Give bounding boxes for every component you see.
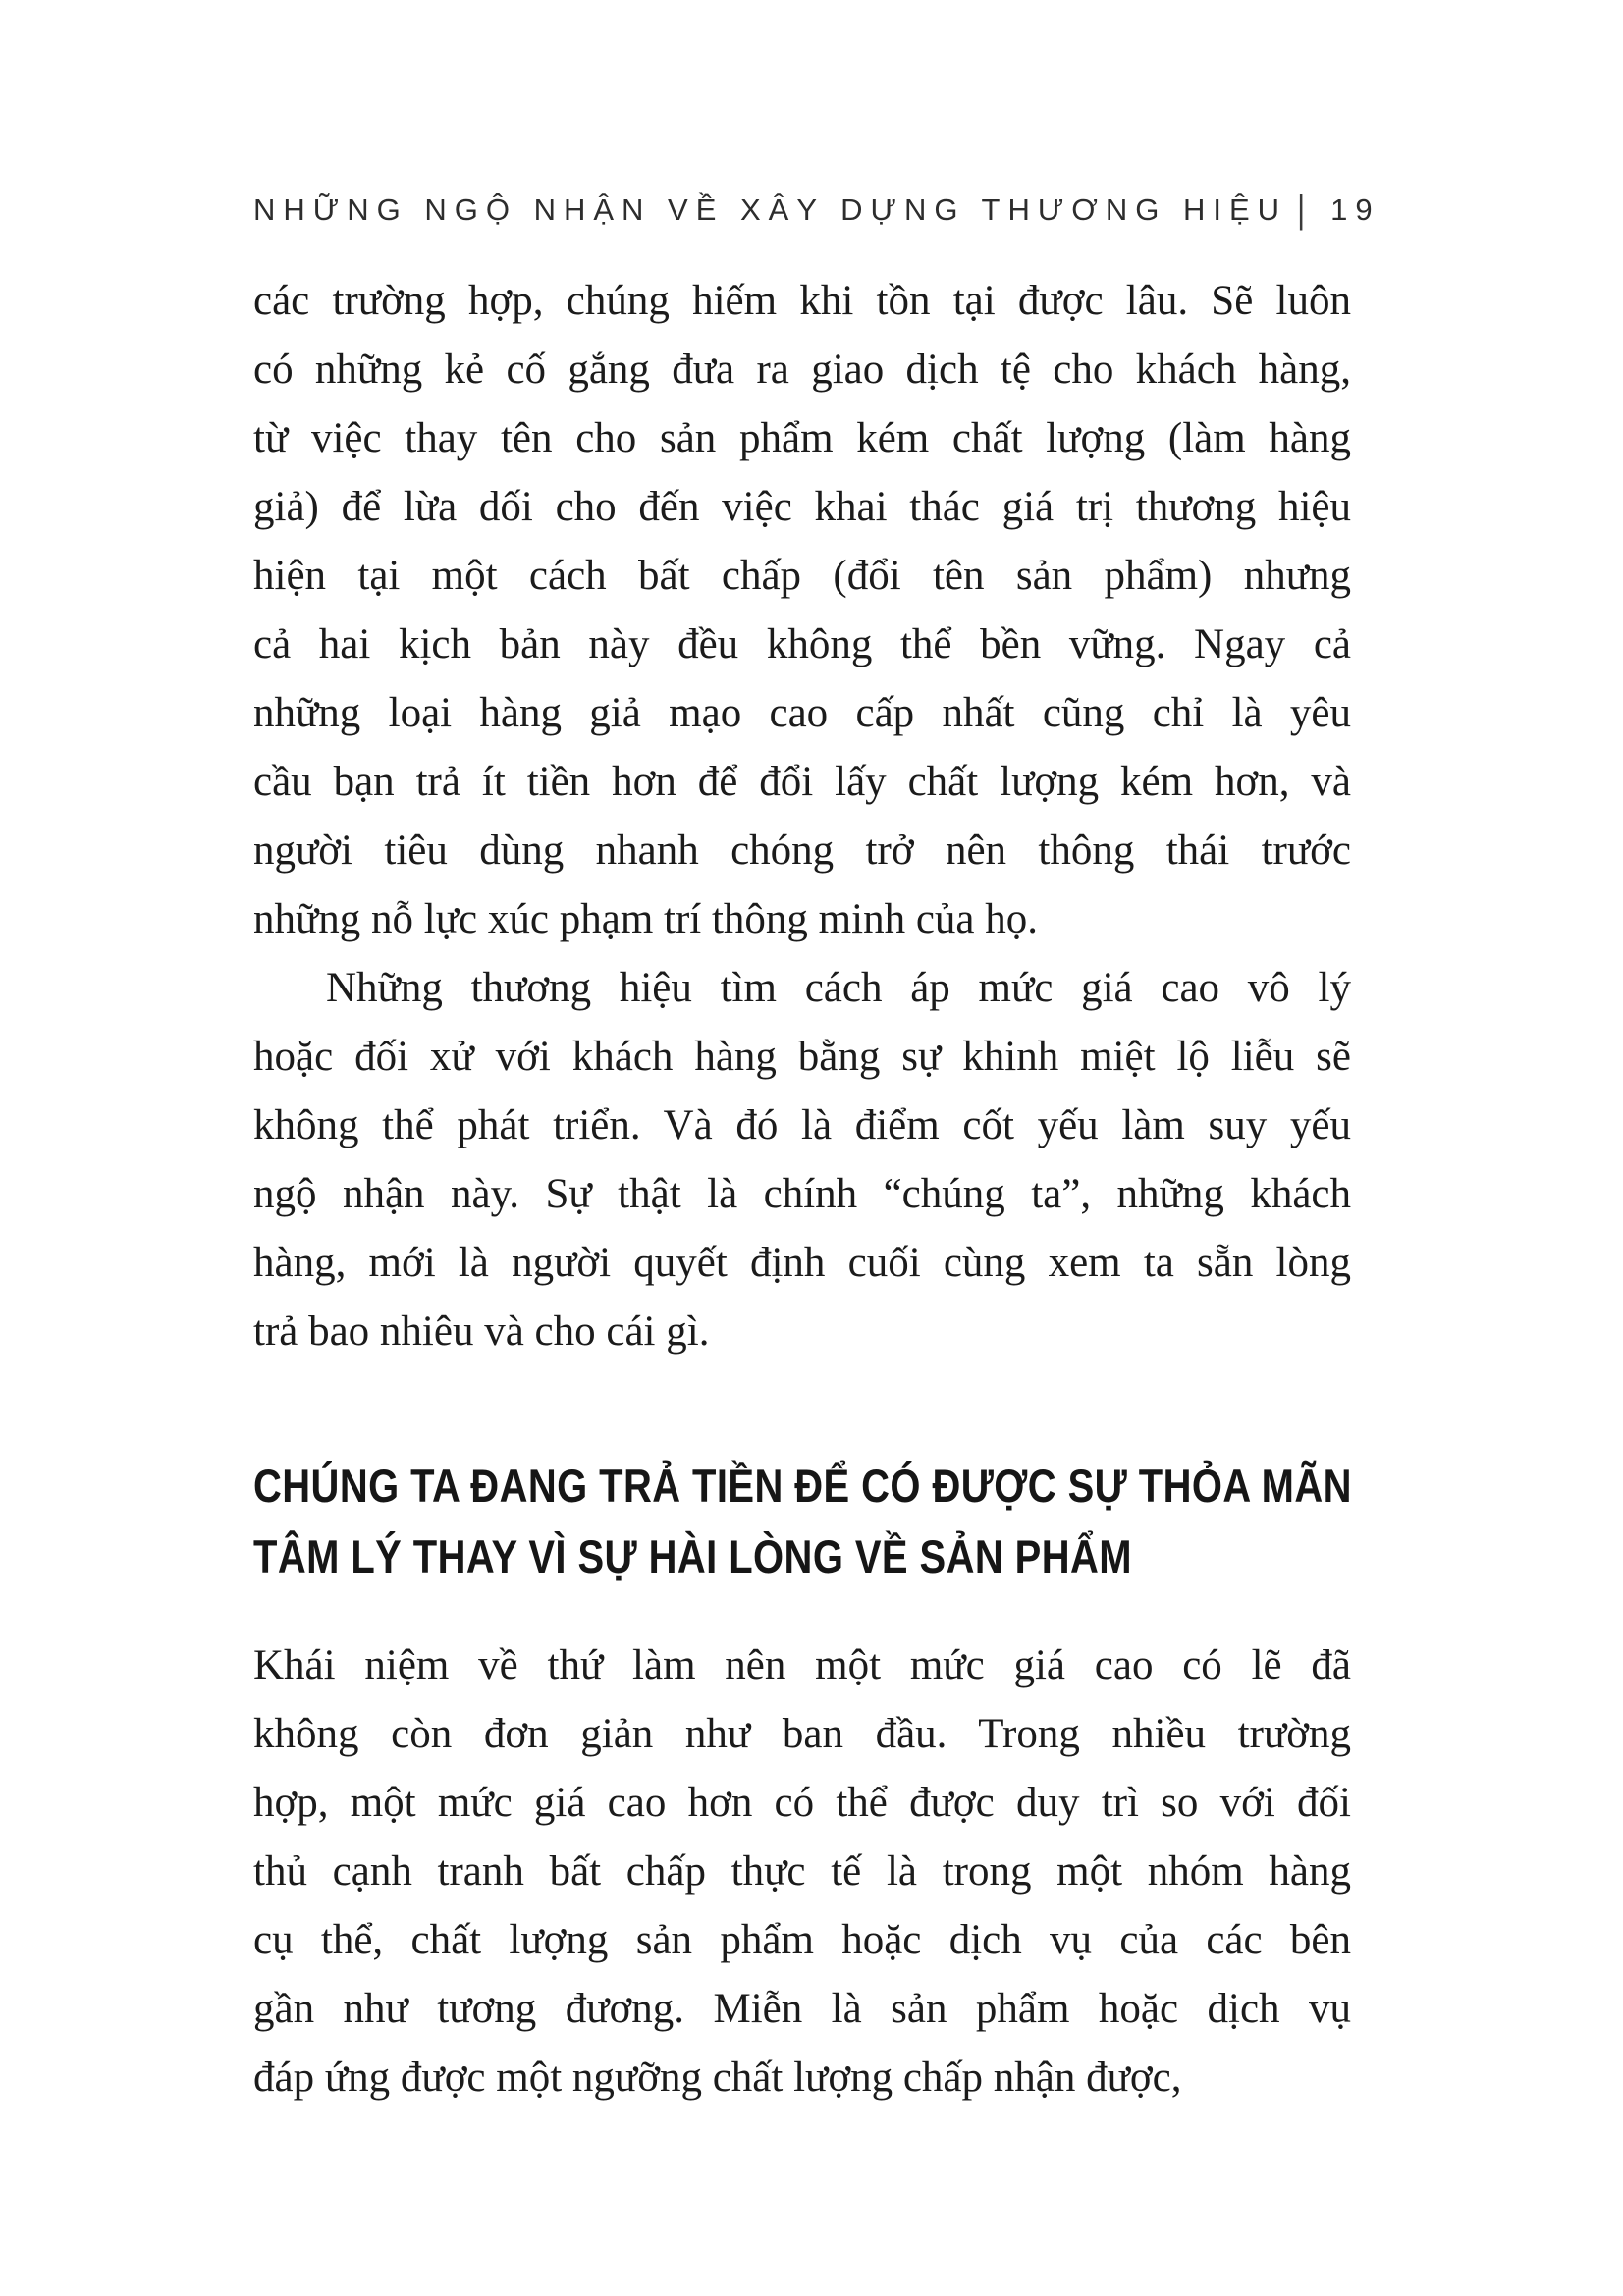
page-number: 19 (1330, 192, 1380, 227)
text-line: ngộ nhận này. Sự thật là chính “chúng ta”, những khách (253, 1171, 1351, 1217)
paragraph-group (253, 267, 1351, 1366)
header-separator: | (1297, 187, 1314, 232)
text-line: đáp ứng được một ngưỡng chất lượng chấp nhận được, (253, 2055, 1182, 2101)
text-line: hàng, mới là người quyết định cuối cùng xem ta sẵn lòng (253, 1240, 1351, 1286)
text-line: cầu bạn trả ít tiền hơn để đổi lấy chất lượng kém hơn, và (253, 759, 1351, 805)
page-body (253, 267, 1351, 2112)
text-line: Những thương hiệu tìm cách áp mức giá cao vô lý (326, 965, 1351, 1011)
text-line: không còn đơn giản như ban đầu. Trong nhiều trường (253, 1711, 1351, 1757)
text-line: những loại hàng giả mạo cao cấp nhất cũng chỉ là yêu (253, 690, 1351, 736)
text-line: có những kẻ cố gắng đưa ra giao dịch tệ cho khách hàng, (253, 347, 1351, 393)
text-line: cụ thể, chất lượng sản phẩm hoặc dịch vụ của các bên (253, 1917, 1351, 1963)
section-heading-line: CHÚNG TA ĐANG TRẢ TIỀN ĐỂ CÓ ĐƯỢC SỰ THỎA MÃN (253, 1460, 1352, 1512)
text-line: hoặc đối xử với khách hàng bằng sự khinh miệt lộ liễu sẽ (253, 1034, 1351, 1080)
text-line: người tiêu dùng nhanh chóng trở nên thông thái trước (253, 828, 1351, 874)
section-heading (253, 1451, 1351, 1592)
text-line: các trường hợp, chúng hiếm khi tồn tại được lâu. Sẽ luôn (253, 278, 1351, 324)
section-heading-line: TÂM LÝ THAY VÌ SỰ HÀI LÒNG VỀ SẢN PHẨM (253, 1530, 1132, 1582)
paragraph (253, 267, 1351, 954)
text-line: thủ cạnh tranh bất chấp thực tế là trong một nhóm hàng (253, 1848, 1351, 1895)
text-line: cả hai kịch bản này đều không thể bền vững. Ngay cả (253, 621, 1351, 667)
text-line: trả bao nhiêu và cho cái gì. (253, 1308, 710, 1355)
text-line: từ việc thay tên cho sản phẩm kém chất lượng (làm hàng (253, 415, 1351, 461)
paragraph (253, 954, 1351, 1366)
text-line: Khái niệm về thứ làm nên một mức giá cao có lẽ đã (253, 1642, 1351, 1688)
text-line: những nỗ lực xúc phạm trí thông minh của họ. (253, 896, 1038, 942)
text-line: hiện tại một cách bất chấp (đổi tên sản phẩm) nhưng (253, 553, 1351, 599)
text-line: giả) để lừa dối cho đến việc khai thác giá trị thương hiệu (253, 484, 1351, 530)
page-header (253, 187, 1380, 232)
text-line: không thể phát triển. Và đó là điểm cốt yếu làm suy yếu (253, 1102, 1351, 1148)
paragraph (253, 1631, 1351, 2112)
running-title: NHỮNG NGỘ NHẬN VỀ XÂY DỰNG THƯƠNG HIỆU (253, 192, 1288, 227)
paragraph-group (253, 1631, 1351, 2112)
text-line: hợp, một mức giá cao hơn có thể được duy trì so với đối (253, 1780, 1351, 1826)
text-line: gần như tương đương. Miễn là sản phẩm hoặc dịch vụ (253, 1986, 1351, 2032)
